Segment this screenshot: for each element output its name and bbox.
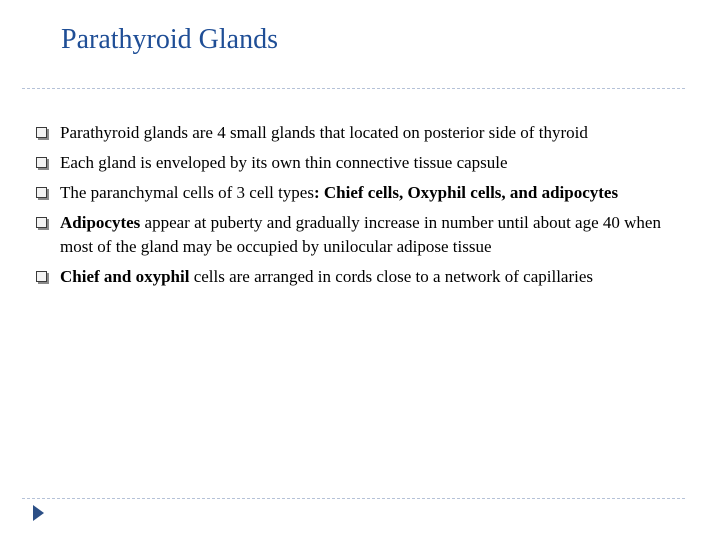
bullet-text-bold: Chief and oxyphil <box>60 267 190 286</box>
bullet-text-part: Parathyroid glands are 4 small glands that located on posterior side of thyroid <box>60 123 588 142</box>
bullet-text-part: appear at puberty and gradually increase in number until about age 40 when most of the gland may be occupied by unilocular adipose tissue <box>60 213 661 256</box>
checkbox-square-bullet-icon <box>36 271 47 282</box>
bullet-text-part: The paranchymal cells of 3 cell types <box>60 183 314 202</box>
bullet-item <box>35 121 675 145</box>
bullet-text-part: Each gland is enveloped by its own thin connective tissue capsule <box>60 153 508 172</box>
bullet-text <box>60 153 508 172</box>
bottom-divider <box>22 498 685 499</box>
bullet-item <box>35 211 675 259</box>
checkbox-square-bullet-icon <box>36 217 47 228</box>
bullet-text-bold: Adipocytes <box>60 213 141 232</box>
bullet-list <box>35 121 675 289</box>
bullet-text <box>60 123 588 142</box>
top-divider <box>22 88 685 89</box>
bullet-item <box>35 151 675 175</box>
bullet-item <box>35 265 675 289</box>
checkbox-square-bullet-icon <box>36 157 47 168</box>
next-slide-arrow-icon[interactable] <box>33 505 44 521</box>
bullet-text-bold: : Chief cells, Oxyphil cells, and adipocytes <box>313 183 619 202</box>
checkbox-square-bullet-icon <box>36 127 47 138</box>
bullet-text <box>60 183 618 202</box>
bullet-text-part: cells are arranged in cords close to a network of capillaries <box>189 267 594 286</box>
bullet-text <box>60 213 661 256</box>
checkbox-square-bullet-icon <box>36 187 47 198</box>
slide-title: Parathyroid Glands <box>61 24 278 55</box>
bullet-item <box>35 181 675 205</box>
bullet-text <box>60 267 593 286</box>
